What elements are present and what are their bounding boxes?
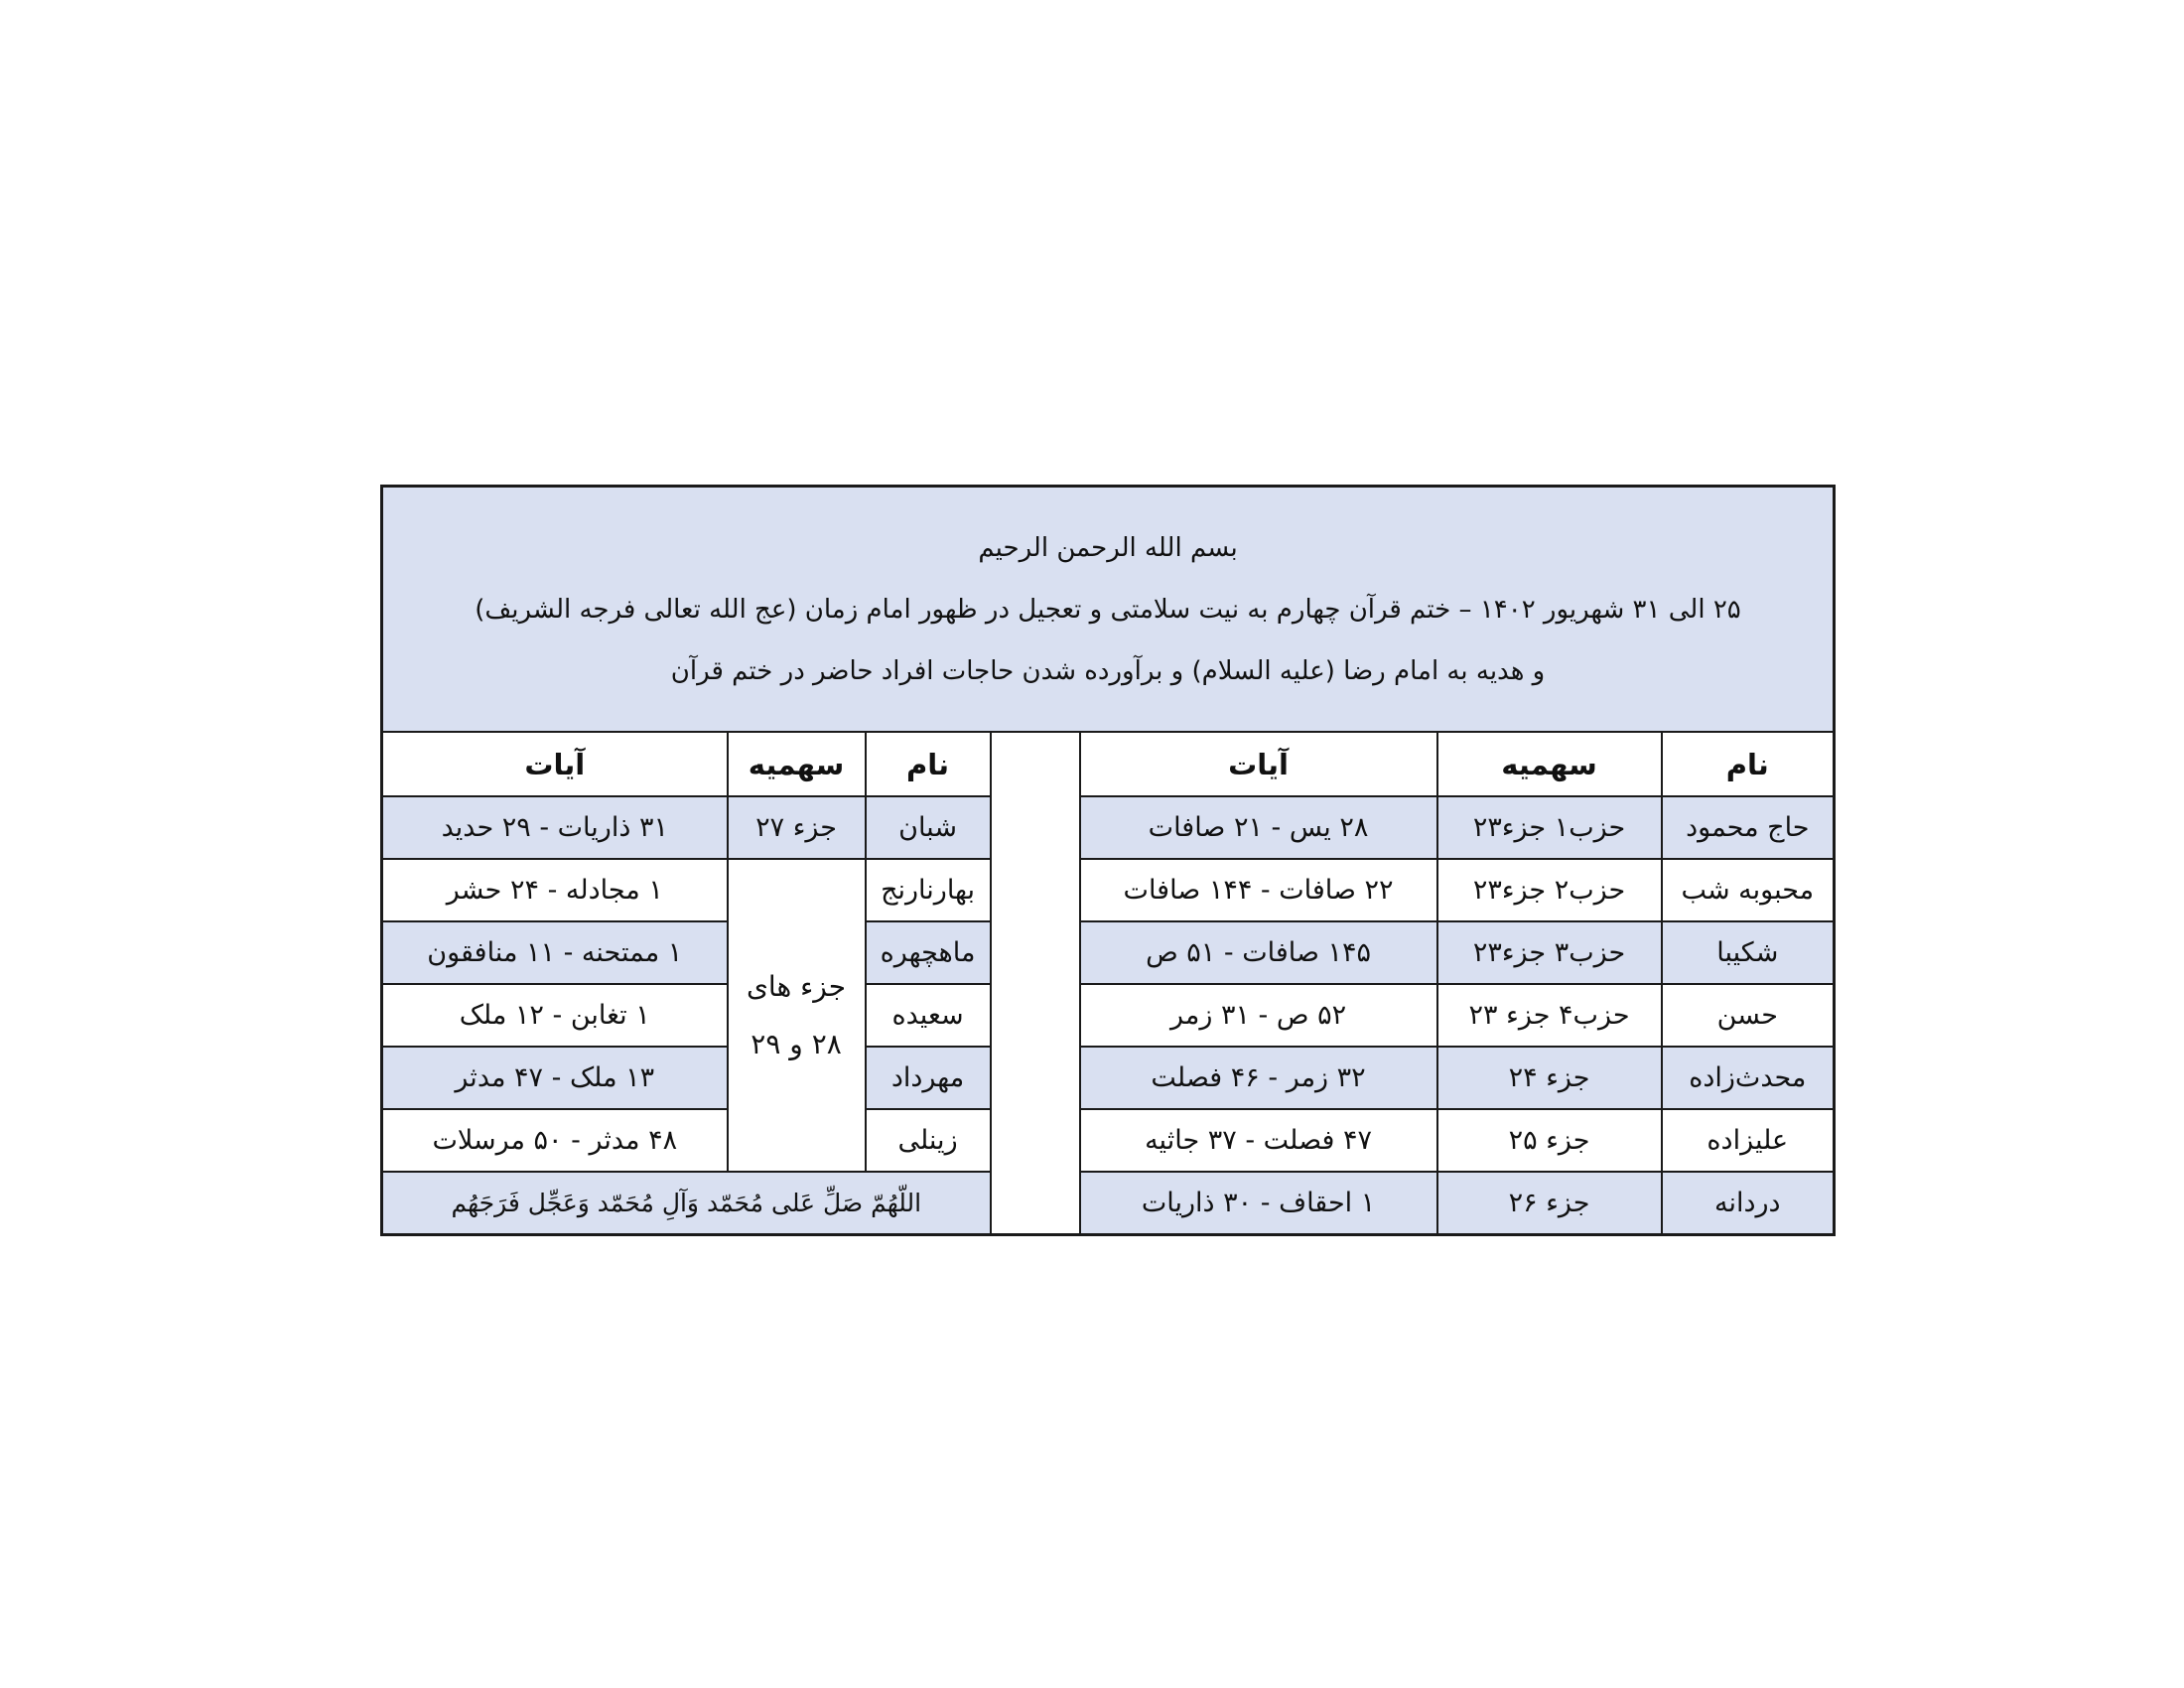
verses-cell: ۱ مجادله - ۲۴ حشر [382, 859, 728, 921]
share-cell: حزب۳ جزء۲۳ [1437, 921, 1662, 984]
share-cell: جزء ۲۶ [1437, 1172, 1662, 1235]
title-row [382, 487, 1835, 733]
table-gap [991, 732, 1080, 1235]
name-cell: محدث‌زاده [1662, 1047, 1835, 1109]
salawat-prayer: اللّهُمّ صَلِّ عَلی مُحَمّد وَآلِ مُحَمّد وَعَجِّل فَرَجَهُم [382, 1172, 991, 1235]
left-header-name: نام [866, 732, 991, 796]
share-cell: حزب۲ جزء۲۳ [1437, 859, 1662, 921]
table-row [382, 1047, 1835, 1109]
verses-cell: ۴۷ فصلت - ۳۷ جاثیه [1080, 1109, 1437, 1172]
verses-cell: ۱ ممتحنه - ۱۱ منافقون [382, 921, 728, 984]
table-row [382, 796, 1835, 859]
name-cell: علیزاده [1662, 1109, 1835, 1172]
verses-cell: ۲۸ یس - ۲۱ صافات [1080, 796, 1437, 859]
table-row [382, 984, 1835, 1047]
right-header-verses: آیات [1080, 732, 1437, 796]
name-cell: حسن [1662, 984, 1835, 1047]
share-cell: جزء ۲۵ [1437, 1109, 1662, 1172]
right-header-name: نام [1662, 732, 1835, 796]
name-cell: دردانه [1662, 1172, 1835, 1235]
share-cell: حزب۱ جزء۲۳ [1437, 796, 1662, 859]
name-cell: شبان [866, 796, 991, 859]
name-cell: بهارنارنج [866, 859, 991, 921]
verses-cell: ۱۳ ملک - ۴۷ مدثر [382, 1047, 728, 1109]
verses-cell: ۵۲ ص - ۳۱ زمر [1080, 984, 1437, 1047]
name-cell: مهرداد [866, 1047, 991, 1109]
table-row [382, 859, 1835, 921]
left-header-verses: آیات [382, 732, 728, 796]
name-cell: محبوبه شب [1662, 859, 1835, 921]
title-block [382, 487, 1835, 733]
table-row [382, 921, 1835, 984]
name-cell: سعیده [866, 984, 991, 1047]
verses-cell: ۳۱ ذاریات - ۲۹ حدید [382, 796, 728, 859]
merged-share-line2: ۲۸ و ۲۹ [751, 1027, 842, 1060]
header-row [382, 732, 1835, 796]
verses-cell: ۱ تغابن - ۱۲ ملک [382, 984, 728, 1047]
name-cell: شکیبا [1662, 921, 1835, 984]
share-cell: جزء ۲۷ [728, 796, 866, 859]
name-cell: ماهچهره [866, 921, 991, 984]
share-cell: جزء ۲۴ [1437, 1047, 1662, 1109]
name-cell: حاج محمود [1662, 796, 1835, 859]
merged-share-line1: جزء های [747, 969, 847, 1003]
left-header-share: سهمیه [728, 732, 866, 796]
title-line-dedication: و هدیه به امام رضا (علیه السلام) و برآورده شدن حاجات افراد حاضر در ختم قرآن [670, 655, 1546, 686]
verses-cell: ۱۴۵ صافات - ۵۱ ص [1080, 921, 1437, 984]
bismillah-line: بسم الله الرحمن الرحیم [978, 532, 1238, 563]
verses-cell: ۳۲ زمر - ۴۶ فصلت [1080, 1047, 1437, 1109]
table-row [382, 1172, 1835, 1235]
right-header-share: سهمیه [1437, 732, 1662, 796]
merged-share-cell [728, 859, 866, 1172]
share-cell: حزب۴ جزء ۲۳ [1437, 984, 1662, 1047]
name-cell: زینلی [866, 1109, 991, 1172]
table-row [382, 1109, 1835, 1172]
title-line-dates: ۲۵ الی ۳۱ شهریور ۱۴۰۲ – ختم قرآن چهارم به نیت سلامتی و تعجیل در ظهور امام زمان (عج الله تعالی فرجه الشریف) [475, 594, 1741, 625]
verses-cell: ۴۸ مدثر - ۵۰ مرسلات [382, 1109, 728, 1172]
verses-cell: ۱ احقاف - ۳۰ ذاریات [1080, 1172, 1437, 1235]
verses-cell: ۲۲ صافات - ۱۴۴ صافات [1080, 859, 1437, 921]
quran-khatm-table [380, 485, 1836, 1236]
